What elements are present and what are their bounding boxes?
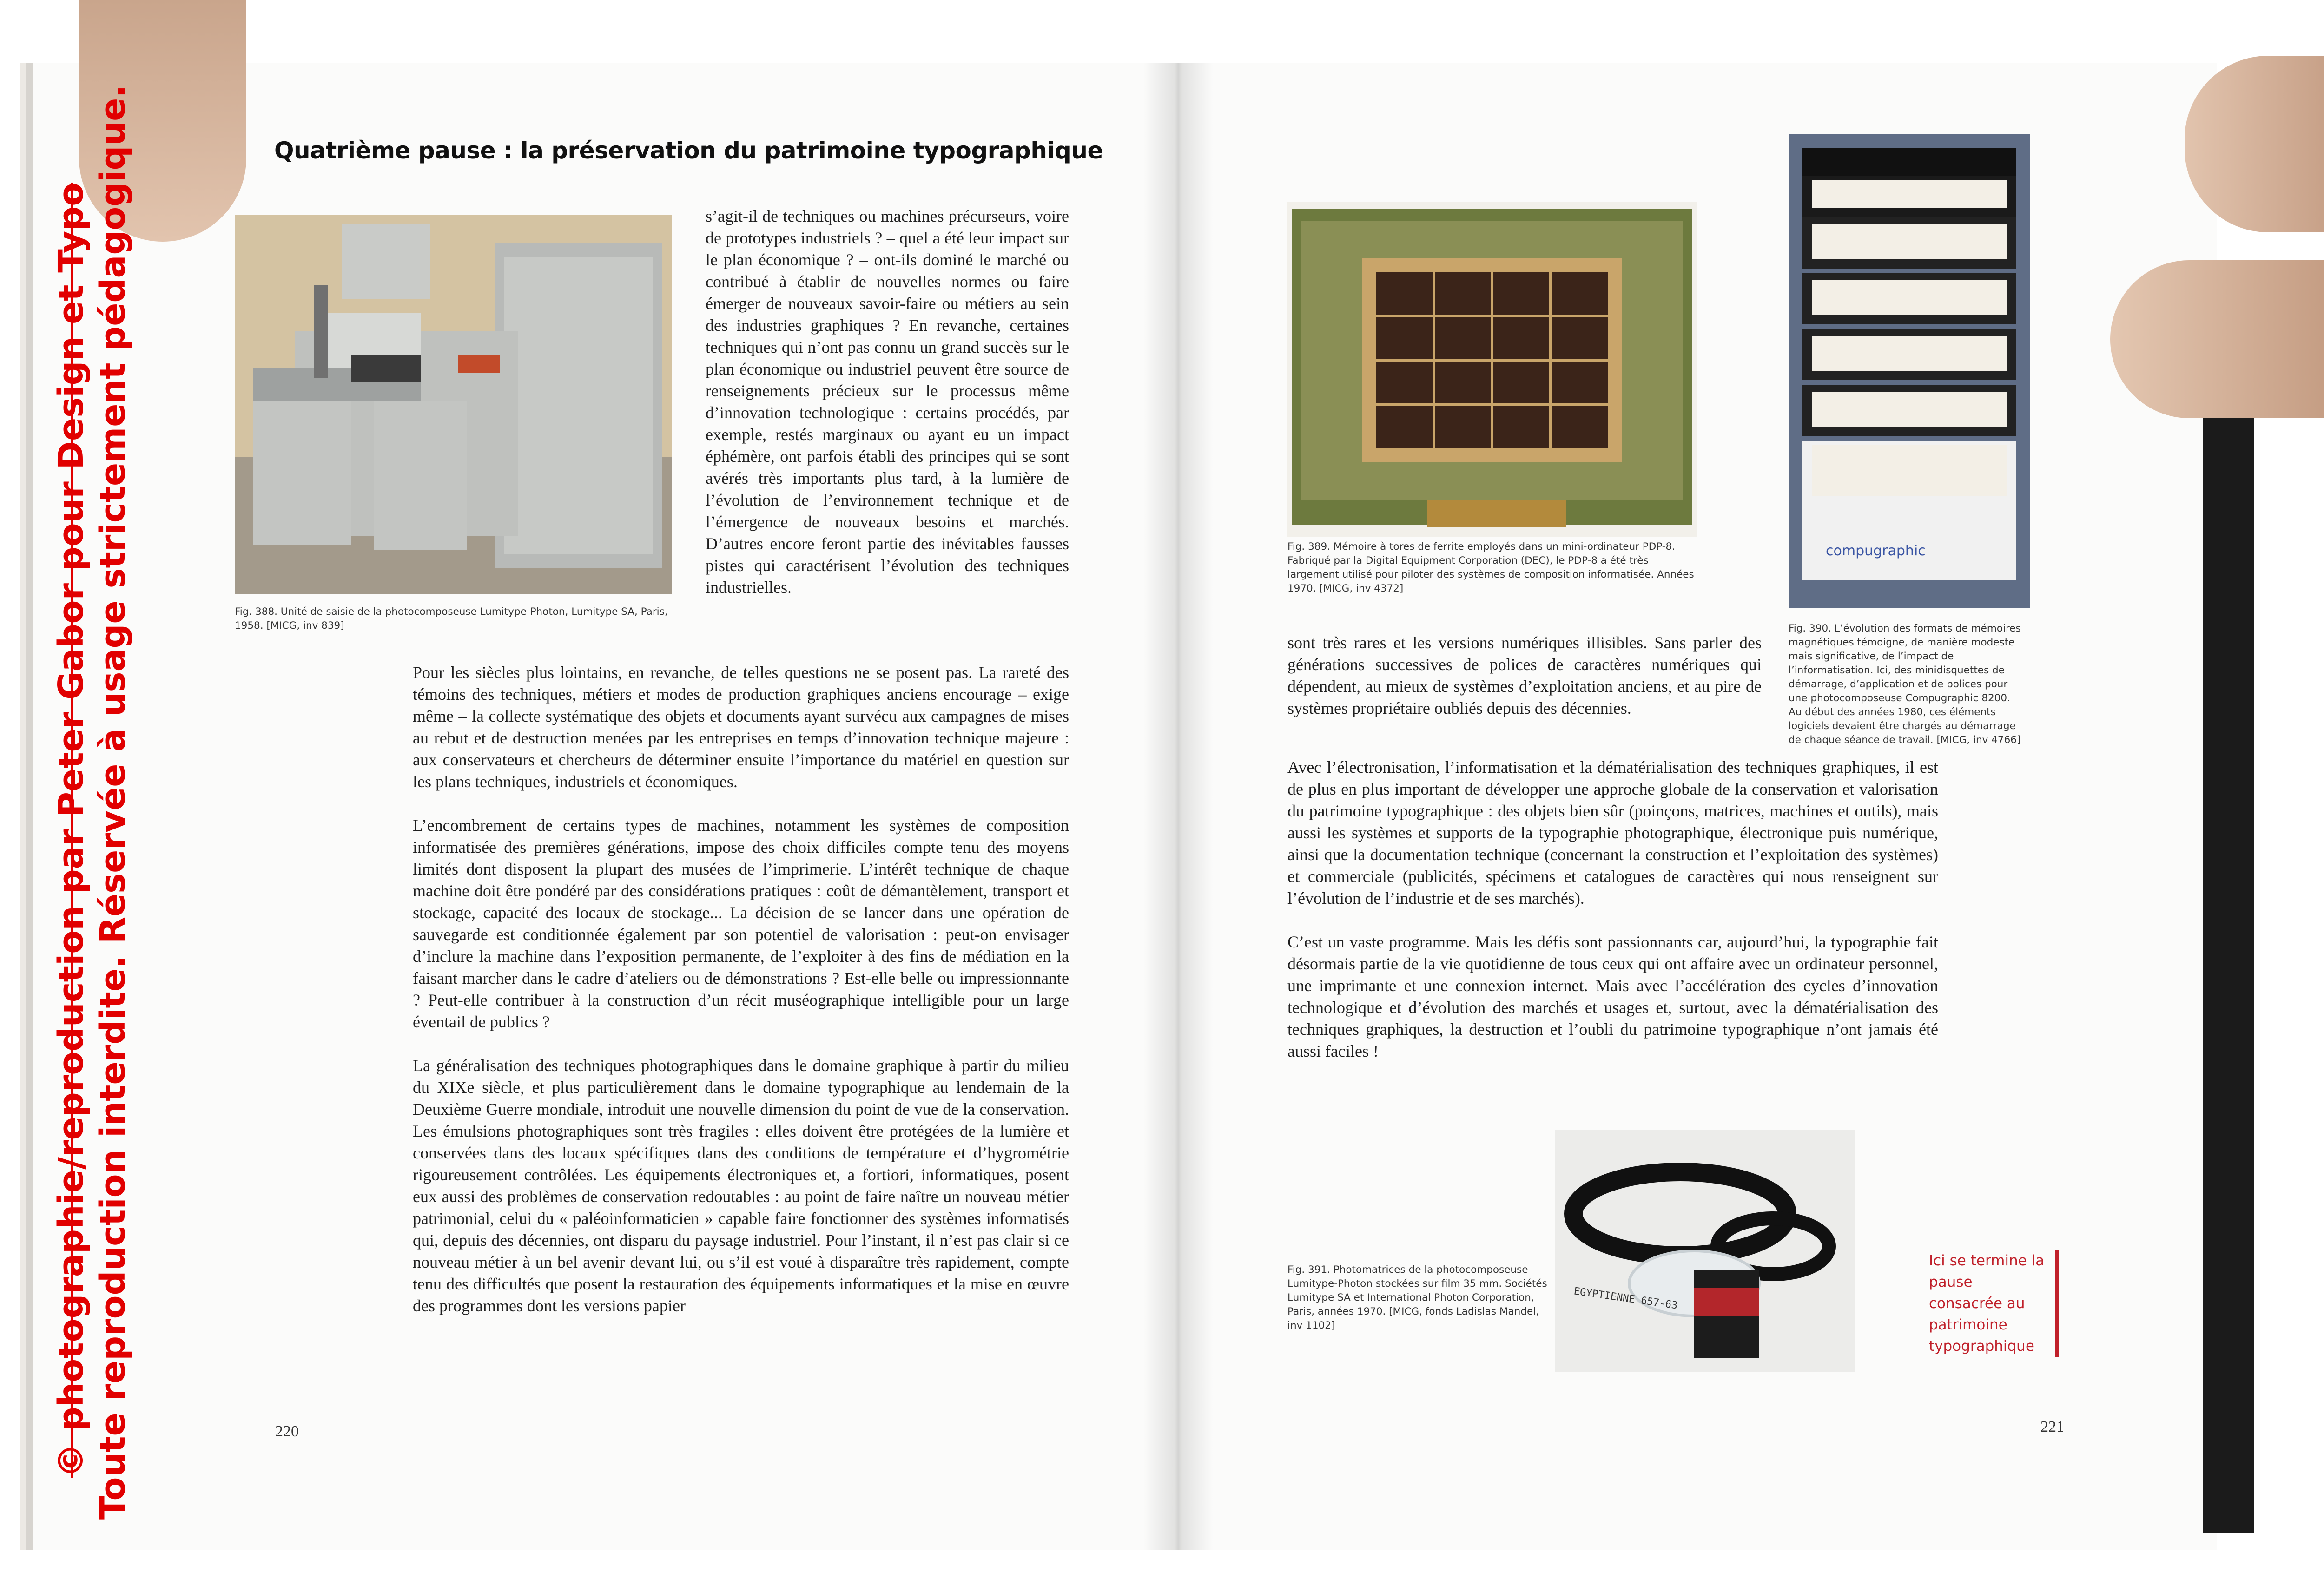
left-column-text: s’agit-il de techniques ou machines précurseurs, voire de prototypes industriels ? – quel a été leur impact sur le plan économique ? – ont-ils dominé le marché ou contribué à établir de nouvelles normes ou faire émerger de nouveaux savoir-faire ou métiers au sein des industries graphiques ? En revanche, certaines techniques qui n’ont pas connu un grand succès sur le plan économique ou industriel peuvent être source de renseignements précieux sur le processus même d’innovation technologique : certains procédés, par exemple, restés marginaux ou ayant eu un impact éphémère, ont parfois établi des principes qui se sont avérés très importants plus tard, à la lumière de l’évolution de l’environnement technique et de l’émergence de nouveaux besoins et marchés. D’autres encore feront partie des inévitables fausses pistes qui caractérisent l’évolution des techniques industrielles.	[706, 207, 1069, 597]
fig389-caption: Fig. 389. Mémoire à tores de ferrite employés dans un mini-ordinateur PDP-8. Fabriqué par la Digital Equipment Corporation (DEC), le PDP-8 a été très largement utilisé pour piloter des systèmes de composition informatisée. Années 1970. [MICG, inv 4372]	[1287, 541, 1694, 594]
fig391-photo	[1555, 1130, 1855, 1372]
film-label: EGYPTIENNE 657-63	[1573, 1285, 1678, 1312]
fig388-photo	[235, 215, 672, 594]
right-paragraph-1: sont très rares et les versions numériques illisibles. Sans parler des générations successives de polices de caractères numériques qui dépendent, au mieux de systèmes d’exploitation anciens, et au pire de systèmes propriétaire oubliés depuis des décennies.	[1287, 633, 1762, 717]
pause-end-note: Ici se termine la pause consacrée au patrimoine typographique	[1929, 1250, 2059, 1357]
book-gutter	[1143, 63, 1213, 1550]
left-paragraph-3: La généralisation des techniques photographiques dans le domaine graphique à partir du milieu du XIXe siècle, et plus particulièrement dans le domaine typographique au lendemain de la Deuxième Guerre mondiale, introduit une nouvelle dimension du point de vue de la conservation. Les émulsions photographiques sont très fragiles : elles doivent être protégées de la lumière et conservées dans des locaux spécifiques dans des conditions de température et d’hygrométrie rigoureusement contrôlées. Les équipements électroniques et, a fortiori, informatiques, posent eux aussi des problèmes de conservation redoutables : au point de faire naître un nouveau métier patrimonial, celui du « paléoinformaticien » capable faire fonctionner des systèmes informatisés qui, depuis des décennies, ont disparu du paysage industriel. Pour l’instant, il n’est pas clair si ce nouveau métier à un bel avenir devant lui, ou s’il est voué à disparaître très rapidement, compte tenu des difficultés que posent la restauration des équipements informatiques et la mise en œuvre des programmes dont les versions papier	[413, 1056, 1069, 1315]
fig391-caption: Fig. 391. Photomatrices de la photocomposeuse Lumitype-Photon stockées sur film 35 mm. Sociétés Lumitype SA et International Photon Corporation, Paris, années 1970. [MICG, fonds Ladislas Mandel, inv 1102]	[1287, 1264, 1547, 1331]
disk-label: compugraphic	[1826, 543, 1926, 559]
watermark-line-2: Toute reproduction interdite. Réservée à usage strictement pédagogique.	[93, 85, 133, 1520]
fig390-caption: Fig. 390. L’évolution des formats de mémoires magnétiques témoigne, de manière modeste mais significative, de l’impact de l’informatisation. Ici, des minidisquettes de démarrage, d’application et de polices pour une photocomposeuse Compugraphic 8200. Au début des années 1980, ces éléments logiciels devaient être chargés au démarrage de chaque séance de travail. [MICG, inv 4766]	[1789, 623, 2021, 746]
page-number-right: 221	[2040, 1418, 2064, 1435]
page-number-left: 220	[275, 1423, 299, 1440]
right-paragraph-3: C’est un vaste programme. Mais les défis sont passionnants car, aujourd’hui, la typographie fait désormais partie de la vie quotidienne de tous ceux qui ont affaire avec un ordinateur personnel, une imprimante et une connexion internet. Mais avec l’accélération des cycles d’innovation technologique et d’évolution des marchés et usages et, surtout, avec la dématérialisation des techniques graphiques, la destruction et l’oubli du patrimoine typographique n’ont jamais été aussi faciles !	[1287, 933, 1938, 1060]
fig390-photo	[1789, 134, 2030, 608]
fig388-caption: Fig. 388. Unité de saisie de la photocomposeuse Lumitype-Photon, Lumitype SA, Paris, 1958. [MICG, inv 839]	[235, 606, 668, 632]
left-paragraph-2: L’encombrement de certains types de machines, notamment les systèmes de composition informatisée des premières générations, impose des choix difficiles compte tenu des moyens limités dont disposent la plupart des musées de l’imprimerie. L’intérêt technique de chaque machine doit être pondéré par des considérations pratiques : coût de démantèlement, transport et stockage, capacité des locaux de stockage... La décision de se lancer dans une opération de sauvegarde est conditionnée également par son potentiel de valorisation : peut-on envisager d’inclure la machine dans l’exposition permanente, de l’exploiter à des fins de médiation en la faisant marcher dans le cadre d’ateliers ou de démonstrations ? Est-elle belle ou impressionnante ? Peut-elle contribuer à la construction d’un récit muséographique intelligible pour un large éventail de publics ?	[413, 816, 1069, 1031]
watermark-line-1: © photographie/reproduction par Peter Gabor pour Design et Typo	[51, 182, 91, 1478]
book-cover-edge	[2203, 409, 2254, 1533]
right-body-text-2	[1287, 757, 1938, 1084]
page-title: Quatrième pause : la préservation du patrimoine typographique	[274, 137, 1103, 164]
left-body-text	[413, 662, 1069, 1339]
right-body-text	[1287, 632, 1762, 741]
right-thumb	[2110, 260, 2324, 418]
right-paragraph-2: Avec l’électronisation, l’informatisation et la dématérialisation des techniques graphiques, il est de plus en plus important de développer une approche globale de la conservation et valorisation du patrimoine typographique : des objets bien sûr (poinçons, matrices, machines et outils), mais aussi les systèmes et supports de la typographie photographique, électronique puis numérique, ainsi que la documentation technique (concernant la construction et l’exploitation des systèmes) et commerciale (publicités, spécimens et catalogues de caractères qui nous renseignent sur l’évolution de l’industrie et de ses marchés).	[1287, 758, 1938, 908]
left-paragraph-1: Pour les siècles plus lointains, en revanche, de telles questions ne se posent pas. La rareté des témoins des techniques, métiers et modes de production graphiques anciens encourage – exige même – la collecte systématique des objets et documents ayant survécu aux campagnes de mises au rebut et de destruction menées par les entreprises en temps d’innovation technique majeure : aux conservateurs et chercheurs de déterminer ensuite l’importance du matériel en question sur les plans techniques, industriels et économiques.	[413, 663, 1069, 791]
fig389-photo	[1287, 202, 1697, 537]
